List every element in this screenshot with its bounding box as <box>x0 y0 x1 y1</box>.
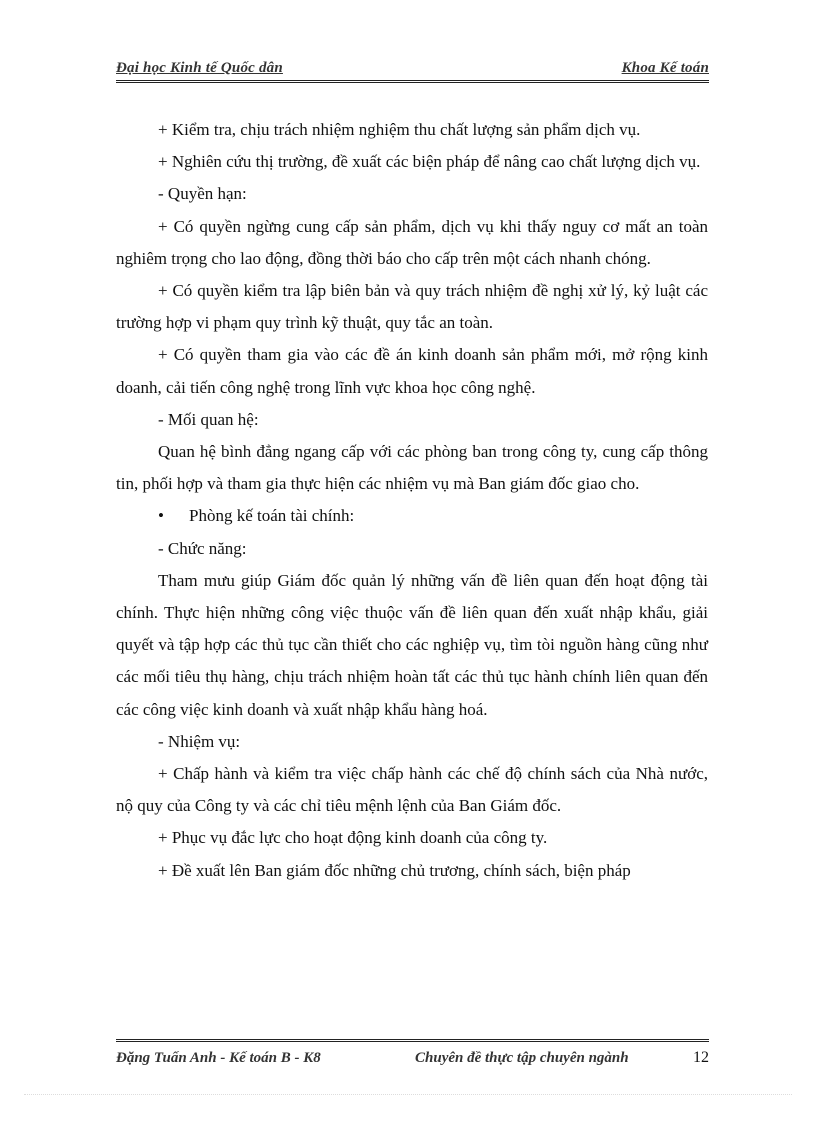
paragraph: + Phục vụ đắc lực cho hoạt động kinh doanh của công ty. <box>158 828 548 848</box>
page-footer <box>116 1039 709 1072</box>
page-header <box>116 58 709 83</box>
paragraph: + Kiểm tra, chịu trách nhiệm nghiệm thu chất lượng sản phẩm dịch vụ. <box>158 120 641 139</box>
bullet-icon: • <box>158 506 164 526</box>
paragraph: + Có quyền ngừng cung cấp sản phẩm, dịch vụ khi thấy nguy cơ mất an toàn nghiêm trọng cho lao động, đồng thời báo cho cấp trên một cách nhanh chóng. <box>116 216 708 268</box>
paragraph: Quan hệ bình đẳng ngang cấp với các phòng ban trong công ty, cung cấp thông tin, phối hợp và tham gia thực hiện các nhiệm vụ mà Ban giám đốc giao cho. <box>116 442 708 494</box>
footer-title: Chuyên đề thực tập chuyên ngành <box>415 1050 629 1066</box>
paragraph: + Có quyền kiểm tra lập biên bản và quy trách nhiệm đề nghị xử lý, kỷ luật các trường hợp vi phạm quy trình kỹ thuật, quy tắc an toàn. <box>116 281 708 333</box>
section-label: - Quyền hạn: <box>158 184 247 204</box>
page-number: 12 <box>693 1049 709 1066</box>
footer-author: Đặng Tuấn Anh - Kế toán B - K8 <box>116 1050 321 1066</box>
paragraph: Tham mưu giúp Giám đốc quản lý những vấn đề liên quan đến hoạt động tài chính. Thực hiện những công việc thuộc vấn đề liên quan đến xuất nhập khẩu, giải quyết và tập hợp các thủ tục cần thiết cho các nghiệp vụ, tìm tòi nguồn hàng cũng như các mối tiêu thụ hàng, chịu trách nhiệm hoàn tất các thủ tục hành chính liên quan đến các công việc kinh doanh và xuất nhập khẩu hàng hoá. <box>116 570 708 719</box>
bullet-item <box>116 500 708 532</box>
paragraph: + Nghiên cứu thị trường, đề xuất các biện pháp để nâng cao chất lượng dịch vụ. <box>158 152 701 172</box>
section-label: - Nhiệm vụ: <box>158 731 241 751</box>
paragraph: + Có quyền tham gia vào các đề án kinh doanh sản phẩm mới, mở rộng kinh doanh, cải tiến công nghệ trong lĩnh vực khoa học công nghệ. <box>116 345 708 397</box>
bullet-text: Phòng kế toán tài chính: <box>189 506 355 526</box>
document-body <box>116 114 708 887</box>
paragraph: + Chấp hành và kiểm tra việc chấp hành các chế độ chính sách của Nhà nước, nộ quy của Công ty và các chỉ tiêu mệnh lệnh của Ban Giám đốc. <box>116 764 708 816</box>
paragraph: + Đề xuất lên Ban giám đốc những chủ trương, chính sách, biện pháp <box>158 860 631 880</box>
section-label: - Mối quan hệ: <box>158 409 259 429</box>
header-faculty: Khoa Kế toán <box>621 60 709 76</box>
header-university: Đại học Kinh tế Quốc dân <box>116 60 283 76</box>
page-edge-divider <box>24 1094 792 1095</box>
section-label: - Chức năng: <box>158 538 247 558</box>
